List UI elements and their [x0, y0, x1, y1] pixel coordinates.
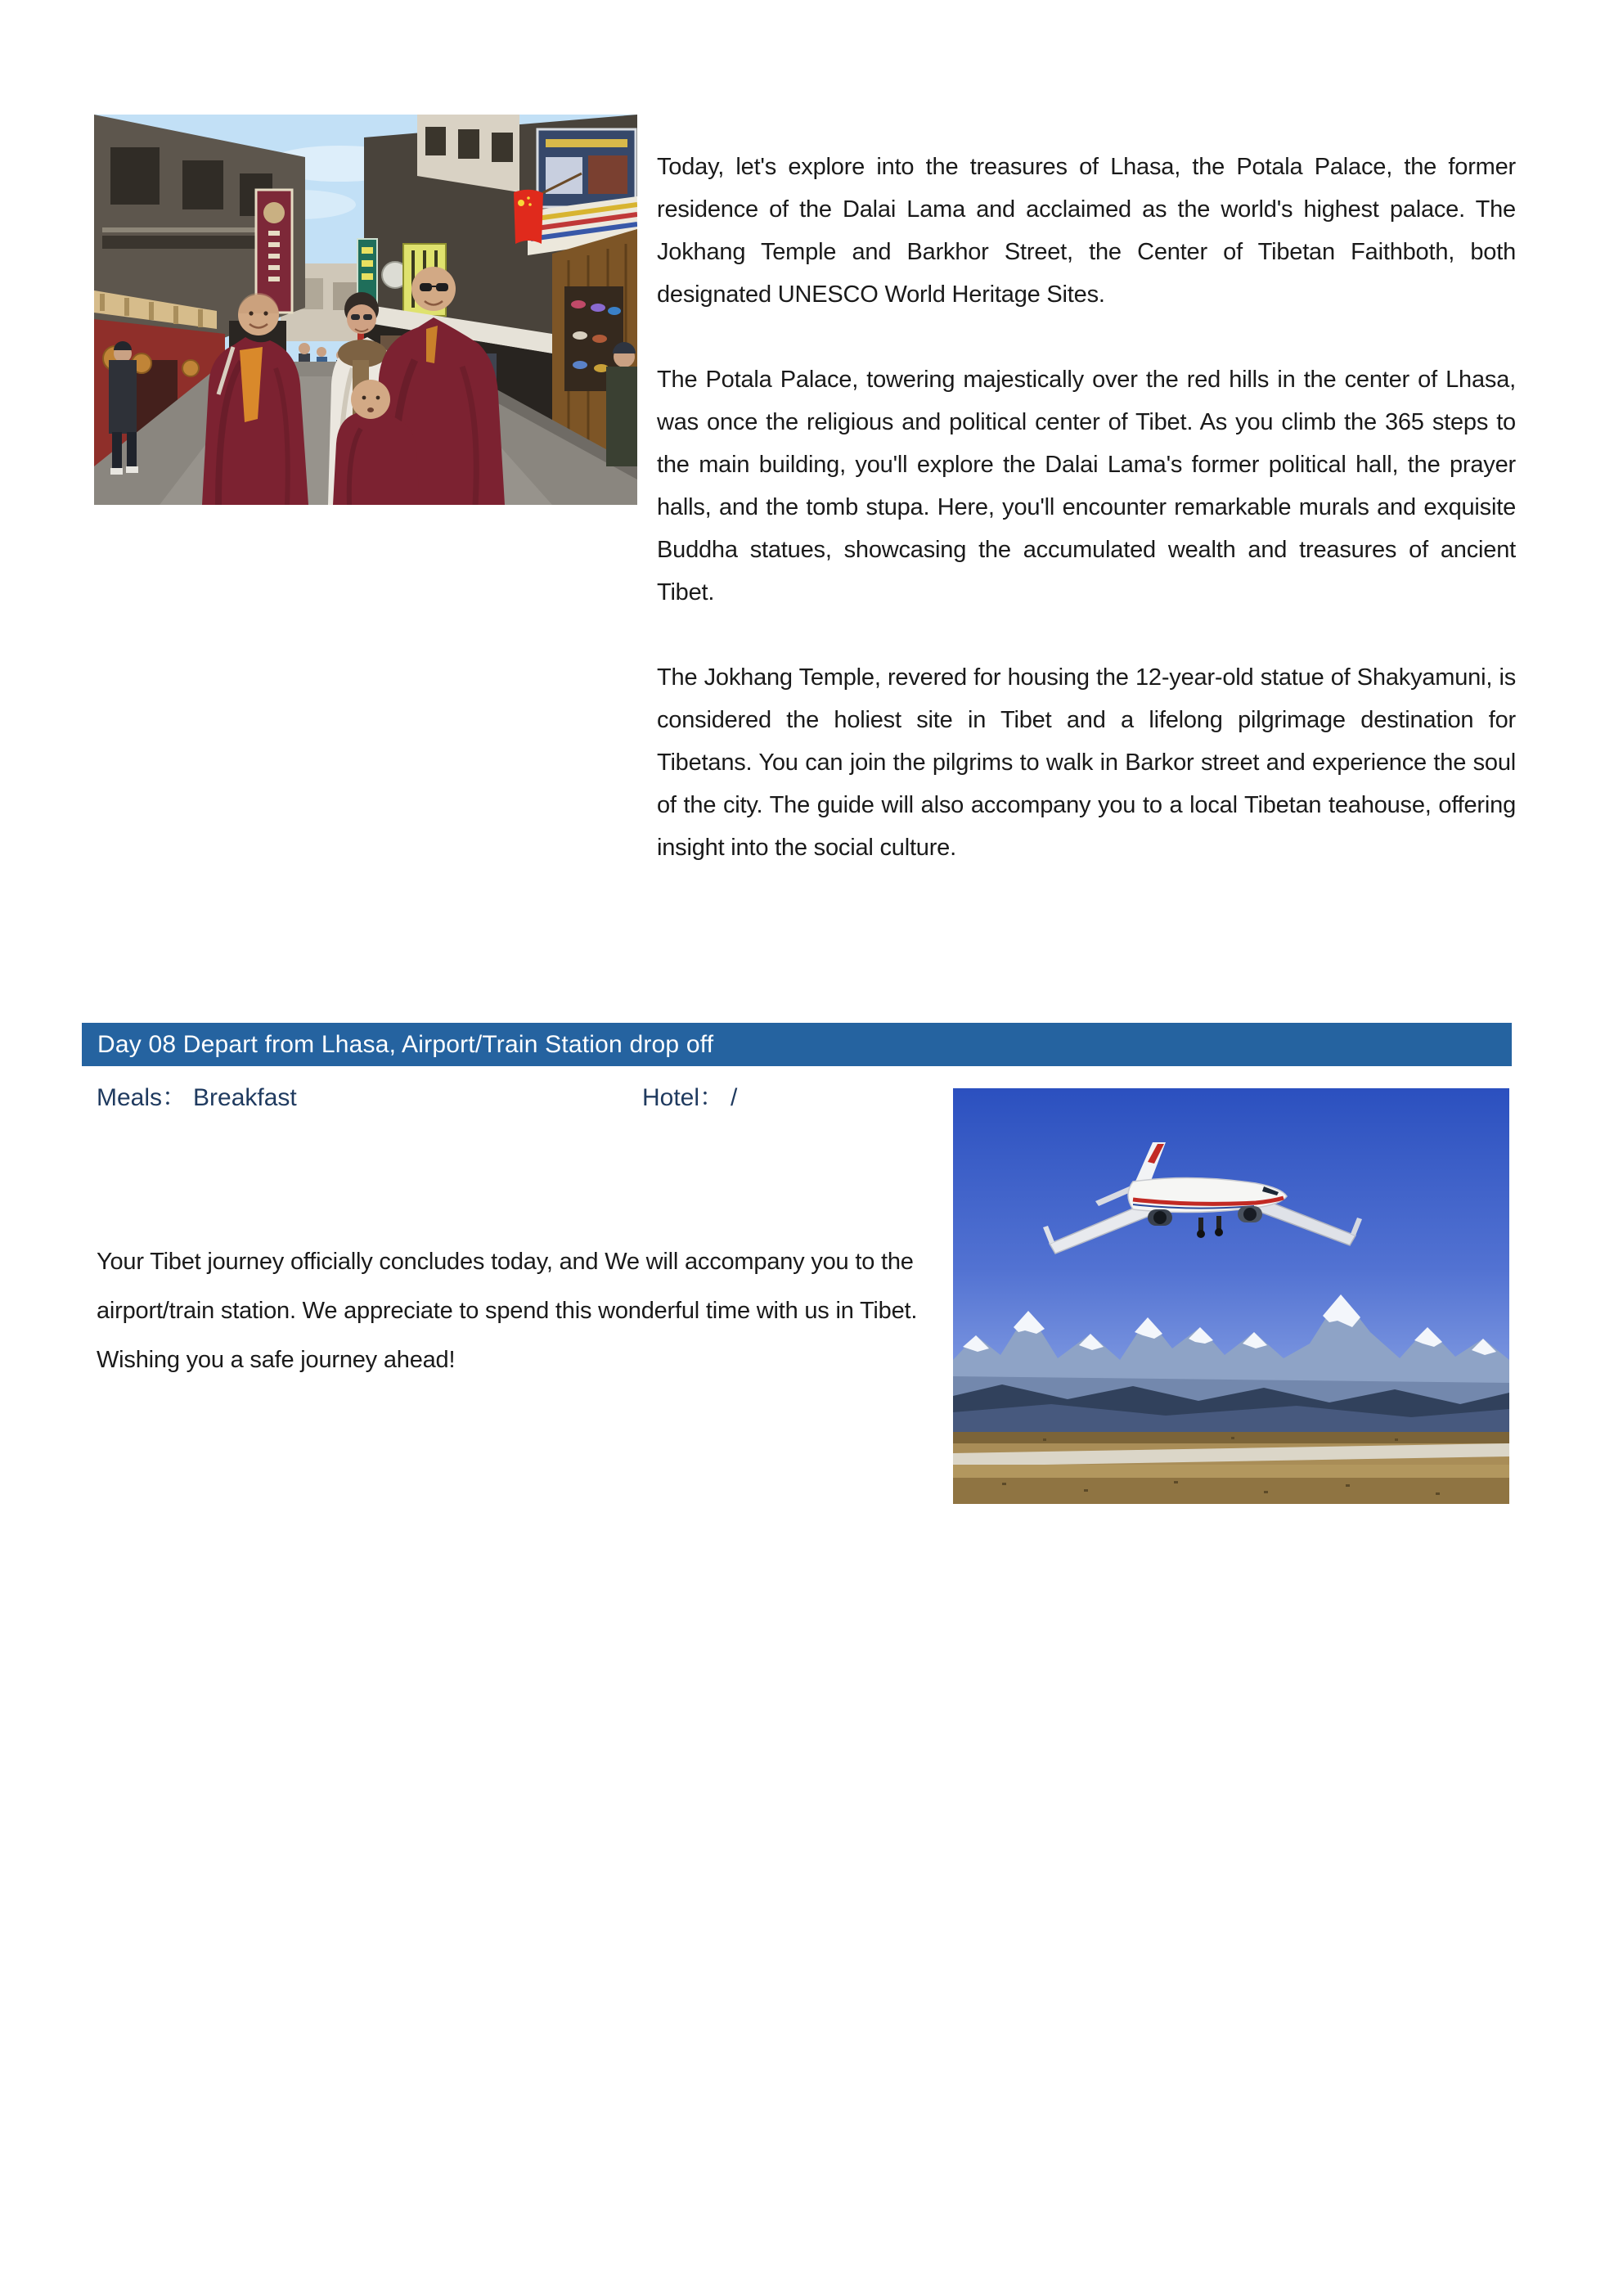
meals-value: Breakfast — [193, 1084, 297, 1111]
street-photo-image — [94, 115, 637, 505]
intro-text — [657, 146, 1516, 912]
intro-paragraph-3: The Jokhang Temple, revered for housing the 12-year-old statue of Shakyamuni, is considered the holiest site in Tibet and a lifelong pilgrimage destination for Tibetans. You can join the pilgrims to walk in Barkor street and experience the soul of the city. The guide will also accompany you to a local Tibetan teahouse, offering insight into the social culture. — [657, 664, 1516, 861]
airplane-photo-image — [953, 1088, 1509, 1504]
departure-paragraph: Your Tibet journey officially concludes today, and We will accompany you to the airport/train station. We appreciate to spend this wonderful time with us in Tibet. Wishing you a safe journey ahead! — [97, 1249, 918, 1373]
meals-label: Meals： — [97, 1084, 187, 1111]
runway-ground — [953, 1432, 1509, 1504]
meals-field — [97, 1080, 297, 1116]
intro-paragraph-2: The Potala Palace, towering majestically over the red hills in the center of Lhasa, was once the religious and political center of Tibet. As you climb the 365 steps to the main building, you'll explore the Dalai Lama's former political hall, the prayer halls, and the tomb stupa. Here, you'll encounter remarkable murals and exquisite Buddha statues, showcasing the accumulated wealth and treasures of ancient Tibet. — [657, 367, 1516, 606]
airplane-photo — [953, 1088, 1509, 1504]
intro-paragraph-1: Today, let's explore into the treasures of Lhasa, the Potala Palace, the former residence of the Dalai Lama and acclaimed as the world's highest palace. The Jokhang Temple and Barkhor Street, the Center of Tibetan Faithboth, both designated UNESCO World Heritage Sites. — [657, 154, 1516, 308]
hotel-field — [642, 1080, 737, 1116]
hotel-value: / — [731, 1084, 738, 1111]
street-photo — [94, 115, 637, 505]
hotel-label: Hotel： — [642, 1084, 725, 1111]
day-header-title: Day 08 Depart from Lhasa, Airport/Train Station drop off — [97, 1030, 714, 1058]
day-header-bar — [82, 1023, 1512, 1066]
